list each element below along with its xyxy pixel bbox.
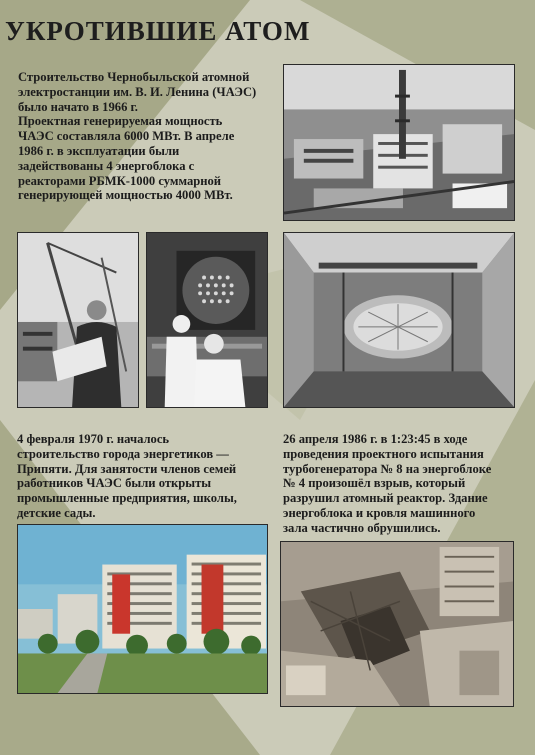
control-room-photo	[146, 232, 268, 408]
construction-workers-photo	[17, 232, 139, 408]
explosion-text: 26 апреля 1986 г. в 1:23:45 в ходе проведения проектного испытания турбогенератора № 8 на энергоблоке № 4 произошёл взрыв, который разрушил атомный реактор. Здание энергоблока и кровля машинного зала частично обрушились.	[283, 432, 492, 535]
power-plant-photo	[283, 64, 515, 221]
page-title: УКРОТИВШИЕ АТОМ	[5, 16, 311, 46]
pripyat-city-photo	[17, 524, 268, 694]
reactor-hall-photo	[283, 232, 515, 408]
pripyat-text: 4 февраля 1970 г. началось строительство города энергетиков — Припяти. Для занятости членов семей работников ЧАЭС были открыты промышленные предприятия, школы, детские сады.	[17, 432, 237, 520]
destroyed-reactor-photo	[280, 541, 514, 707]
intro-text: Строительство Чернобыльской атомной электростанции им. В. И. Ленина (ЧАЭС) было начато в 1966 г. Проектная генерируемая мощность ЧАЭС составляла 6000 МВт. В апреле 1986 г. в эксплуатации были задействованы 4 энергоблока с реакторами РБМК-1000 суммарной генерирующей мощностью 4000 МВт.	[18, 70, 257, 203]
